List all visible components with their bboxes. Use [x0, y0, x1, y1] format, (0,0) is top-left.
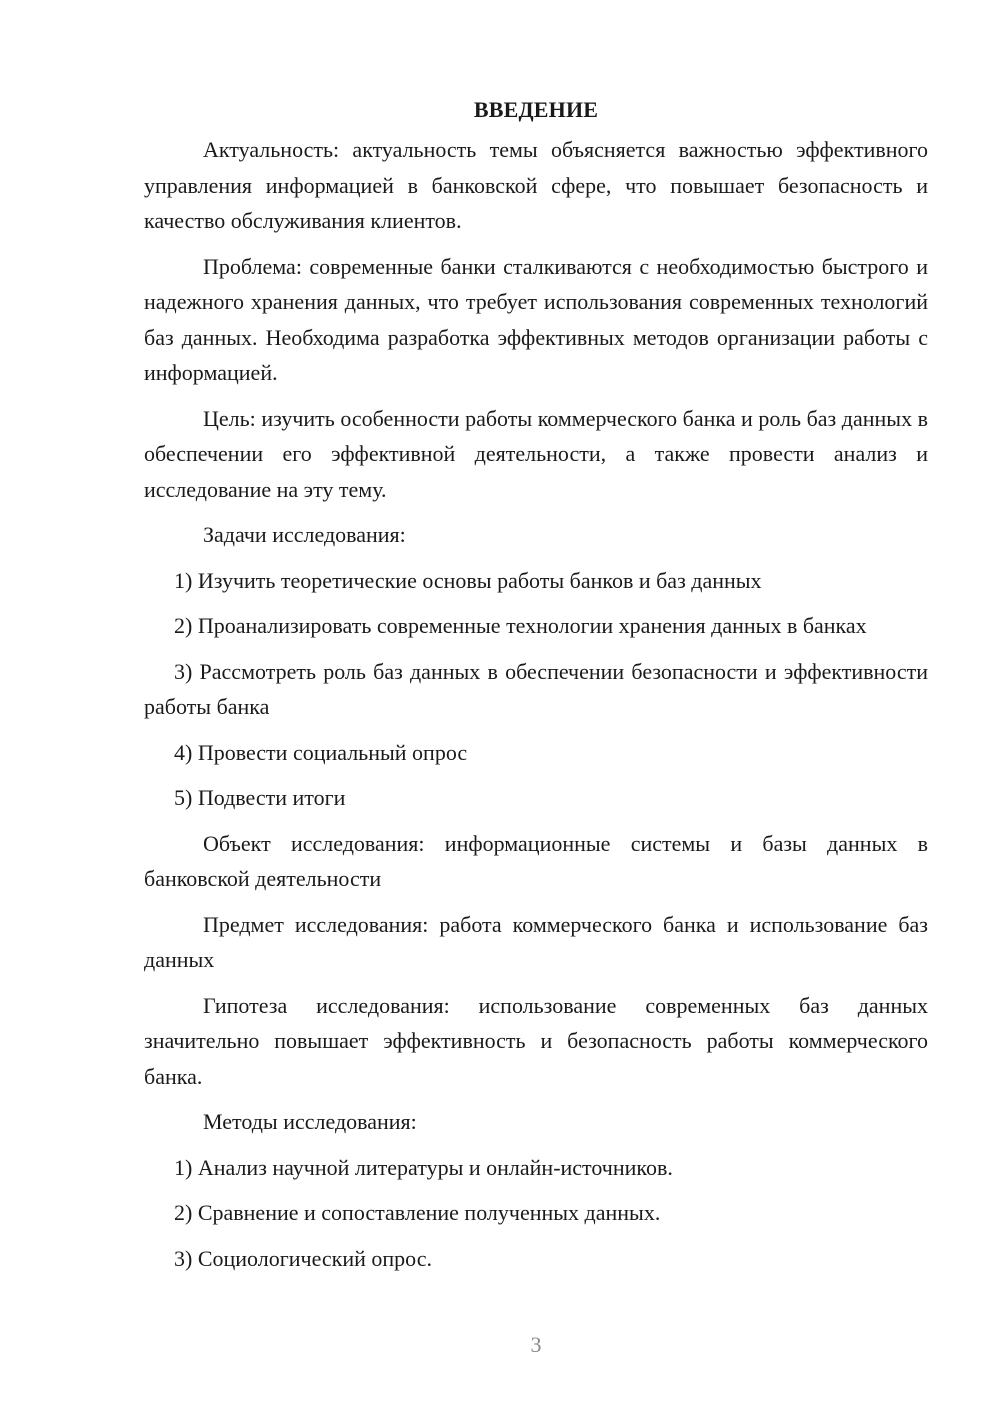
list-item: 5) Подвести итоги — [174, 785, 346, 810]
paragraph: Гипотеза исследования: использование современных баз данных значительно повышает эффективность и безопасность работы коммерческого банка. — [144, 992, 928, 1089]
paragraph: Предмет исследования: работа коммерческого банка и использование баз данных — [144, 911, 928, 972]
list-item: 4) Провести социальный опрос — [174, 739, 468, 765]
paragraph: Задачи исследования: — [203, 522, 406, 547]
paragraph-list — [144, 132, 928, 1276]
list-item: 2) Сравнение и сопоставление полученных данных. — [174, 1200, 661, 1225]
list-item: 1) Изучить теоретические основы работы банков и баз данных — [174, 567, 762, 593]
paragraph: Проблема: современные банки сталкиваются с необходимостью быстрого и надежного хранения данных, что требует использования современных технологий баз данных. Необходима разработка эффективных методов организации работы с информацией. — [144, 253, 928, 385]
page-number: 3 — [530, 1332, 542, 1357]
document-page — [144, 88, 928, 1286]
paragraph: Методы исследования: — [203, 1109, 417, 1134]
list-item: 3) Рассмотреть роль баз данных в обеспечении безопасности и эффективности работы банка — [144, 658, 928, 719]
list-item: 2) Проанализировать современные технологии хранения данных в банках — [174, 613, 867, 638]
paragraph: Цель: изучить особенности работы коммерческого банка и роль баз данных в обеспечении его эффективной деятельности, а также провести анализ и исследование на эту тему. — [144, 405, 928, 502]
section-title: ВВЕДЕНИЕ — [473, 97, 599, 122]
paragraph: Объект исследования: информационные системы и базы данных в банковской деятельности — [144, 830, 928, 891]
paragraph: Актуальность: актуальность темы объясняется важностью эффективного управления информацией в банковской сфере, что повышает безопасность и качество обслуживания клиентов. — [144, 137, 928, 233]
list-item: 3) Социологический опрос. — [174, 1245, 432, 1271]
list-item: 1) Анализ научной литературы и онлайн-источников. — [174, 1154, 673, 1180]
